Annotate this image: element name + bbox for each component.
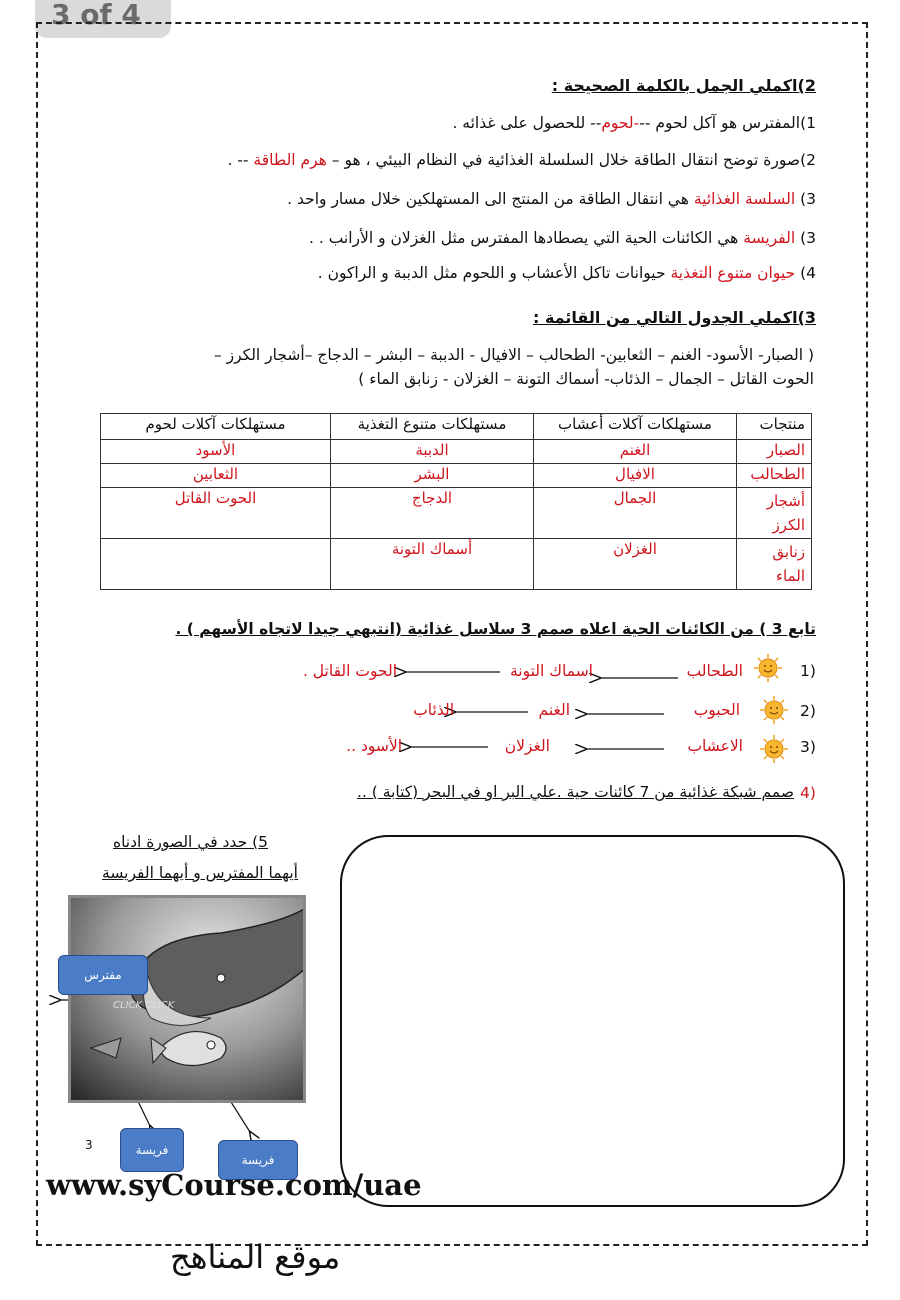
- question-4-text: صمم شبكة غذائية من 7 كائنات حية .علي البر او في البحر (كتابة ) ..: [357, 783, 794, 801]
- chain-item: الحوت القاتل .: [302, 662, 397, 680]
- table-cell: زنابق الماء: [737, 539, 812, 590]
- chain-item: الذئاب: [413, 701, 454, 719]
- table-row: [101, 488, 812, 539]
- website-watermark: www.syCourse.com/uae: [46, 1168, 422, 1202]
- arabic-site-name: موقع المناهج: [170, 1238, 341, 1276]
- sun-icon: [760, 696, 788, 724]
- page-number: 3: [85, 1138, 93, 1152]
- chain-number: 1): [800, 662, 816, 680]
- prey-label-2: فريسة: [218, 1140, 298, 1180]
- table-cell: البشر: [331, 464, 534, 488]
- answer-text: هرم الطاقة: [253, 151, 327, 169]
- table-row: [101, 464, 812, 488]
- table-cell: الافيال: [534, 464, 737, 488]
- section2-line-2: [227, 151, 816, 169]
- table-row: [101, 440, 812, 464]
- chain-item: الحبوب: [693, 701, 740, 719]
- whale-fish-illustration: [71, 898, 303, 1100]
- organism-list-line-2: الحوت القاتل – الجمال – الذئاب- أسماك التونة – الغزلان - زنابق الماء ): [358, 370, 814, 388]
- line-text: -- .: [227, 151, 254, 169]
- table-cell: الدببة: [331, 440, 534, 464]
- answer-text: السلسة الغذائية: [693, 190, 796, 208]
- line-text: 4): [795, 264, 816, 282]
- chain-item: الطحالب: [686, 662, 743, 680]
- chain-item: الغنم: [538, 701, 570, 719]
- line-text: 3): [795, 229, 816, 247]
- chain-item: الغزلان: [504, 737, 550, 755]
- chain-item: الاعشاب: [687, 737, 743, 755]
- page-indicator-text: 3 of 4: [51, 0, 141, 31]
- predator-label: مفترس: [58, 955, 148, 995]
- predator-prey-photo: [68, 895, 306, 1103]
- table-header-row: [101, 414, 812, 440]
- question-4-number: 4): [800, 784, 816, 802]
- chain-number: 2): [800, 702, 816, 720]
- line-text: هي الكائنات الحية التي يصطادها المفترس مثل الغزلان و الأرانب . .: [309, 229, 744, 247]
- answer-text: حيوان متنوع التغذية: [670, 264, 796, 282]
- question-5-line-2: أيهما المفترس و أيهما الفريسة: [102, 864, 298, 882]
- line-text: 3): [795, 190, 816, 208]
- line-text: هي انتقال الطاقة من المنتج الى المستهلكين خلال مسار واحد .: [287, 190, 694, 208]
- table-cell: أسماك التونة: [331, 539, 534, 590]
- sun-icon: [754, 654, 782, 682]
- answer-text: الفريسة: [743, 229, 796, 247]
- food-chains-heading: تابع 3 ) من الكائنات الحية اعلاه صمم 3 سلاسل غذائية (انتبهي جيدا لاتجاه الأسهم ) .: [175, 620, 816, 638]
- question-5-line-1: 5) حدد في الصورة ادناه: [112, 833, 268, 851]
- sun-icon: [760, 735, 788, 763]
- table-cell: الثعابين: [101, 464, 331, 488]
- chain-item: الأسود ..: [346, 737, 402, 755]
- table-cell: أشجار الكرز: [737, 488, 812, 539]
- organism-list-line-1: ( الصبار- الأسود- الغنم – الثعابين- الطحالب – الافيال - الدببة – البشر – الدجاج –أشجار الكرز –: [213, 346, 814, 364]
- table-cell: الدجاج: [331, 488, 534, 539]
- table-cell: الحوت القاتل: [101, 488, 331, 539]
- table-header: مستهلكات متنوع التغذية: [331, 414, 534, 440]
- section2-heading: 2)اكملي الجمل بالكلمة الصحيحة :: [551, 76, 816, 95]
- section3-heading: 3)اكملي الجدول التالي من القائمة :: [532, 308, 816, 327]
- answer-text: -لحوم: [601, 114, 640, 132]
- section2-line-4: [309, 229, 816, 247]
- food-web-answer-box: [340, 835, 845, 1207]
- table-cell: الطحالب: [737, 464, 812, 488]
- table-cell: [101, 539, 331, 590]
- photo-text: CLICK CLICK: [113, 1000, 175, 1011]
- section2-line-1: [452, 114, 816, 132]
- prey-label-1: فريسة: [120, 1128, 184, 1172]
- table-header: منتجات: [737, 414, 812, 440]
- table-cell: الغنم: [534, 440, 737, 464]
- table-cell: الصبار: [737, 440, 812, 464]
- classification-table: [100, 413, 812, 590]
- line-text: 1)المفترس هو آكل لحوم --: [639, 114, 816, 132]
- section2-line-5: [318, 264, 816, 282]
- chain-item: اسماك التونة: [509, 662, 593, 680]
- line-text: -- للحصول على غذائه .: [452, 114, 602, 132]
- table-cell: الجمال: [534, 488, 737, 539]
- section2-line-3: [287, 190, 816, 208]
- table-cell: الغزلان: [534, 539, 737, 590]
- chain-number: 3): [800, 738, 816, 756]
- table-header: مستهلكات آكلات أعشاب: [534, 414, 737, 440]
- line-text: 2)صورة توضح انتقال الطاقة خلال السلسلة الغذائية في النظام البيئي ، هو –: [326, 151, 816, 169]
- table-header: مستهلكات آكلات لحوم: [101, 414, 331, 440]
- line-text: حيوانات تاكل الأعشاب و اللحوم مثل الدببة و الراكون .: [317, 264, 671, 282]
- table-cell: الأسود: [101, 440, 331, 464]
- table-row: [101, 539, 812, 590]
